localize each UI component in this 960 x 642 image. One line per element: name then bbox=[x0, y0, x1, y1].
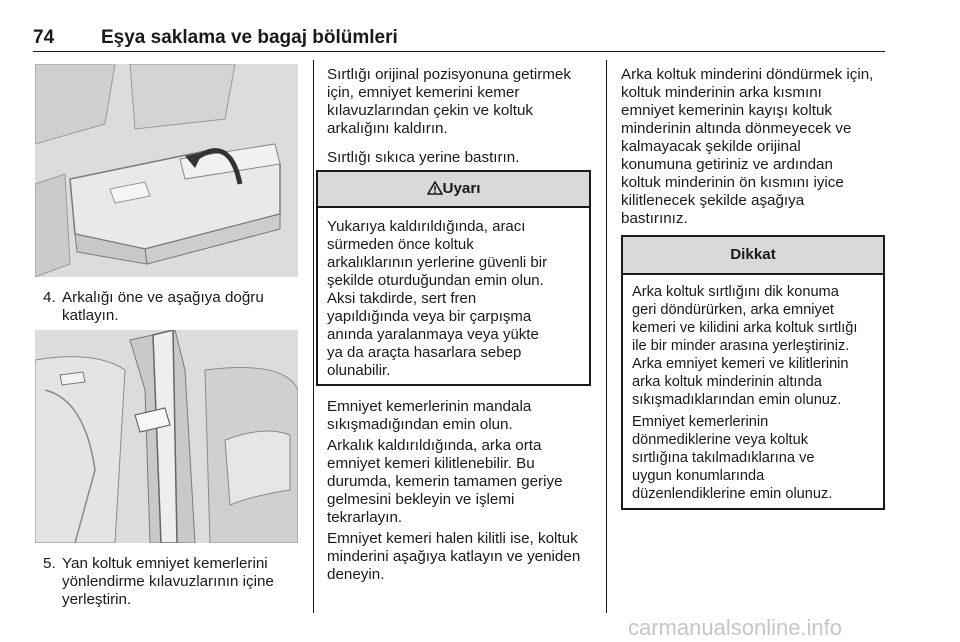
right-paragraph-1 bbox=[621, 66, 873, 228]
text-line: durumda, kemerin tamamen geriye bbox=[327, 473, 563, 490]
text-line: sıkışmadığından emin olun. bbox=[327, 416, 513, 433]
seat-belt-guide-illustration bbox=[35, 330, 298, 543]
text-line: arkalığını kaldırın. bbox=[327, 120, 448, 137]
text-line: minderinin altında dönmeyecek ve bbox=[621, 120, 852, 137]
step-5-text bbox=[62, 555, 274, 609]
warning-title: Uyarı bbox=[442, 180, 481, 197]
text-line: Emniyet kemeri halen kilitli ise, koltuk bbox=[327, 530, 578, 547]
caution-box-header bbox=[623, 237, 883, 275]
warning-triangle-icon bbox=[427, 174, 443, 208]
text-line: sıkışmadıklarından emin olunuz. bbox=[632, 392, 842, 408]
warning-box-header bbox=[318, 172, 589, 208]
folded-seat-drawing bbox=[35, 64, 298, 277]
folded-seat-illustration bbox=[35, 64, 298, 277]
text-line: sırtlığına takılmadıklarına ve bbox=[632, 450, 815, 466]
text-line: koltuk minderinin ön kısmını iyice bbox=[621, 174, 844, 191]
caution-title: Dikkat bbox=[730, 246, 776, 263]
text-line: kemeri ve kilidini arka koltuk sırtlığı bbox=[632, 320, 858, 336]
page-header bbox=[33, 27, 885, 49]
text-line: dönmediklerine veya koltuk bbox=[632, 432, 809, 448]
middle-paragraph-2 bbox=[327, 149, 519, 167]
page-number: 74 bbox=[33, 27, 55, 48]
text-line: yerleştirin. bbox=[62, 591, 132, 608]
text-line: Emniyet kemerlerinin mandala bbox=[327, 398, 532, 415]
text-line: Arkalığı öne ve aşağıya doğru bbox=[62, 289, 264, 306]
text-line: anında yaralanmaya veya yükte bbox=[327, 326, 539, 343]
text-line: Arkalık kaldırıldığında, arka orta bbox=[327, 437, 542, 454]
text-line: Yan koltuk emniyet kemerlerini bbox=[62, 555, 268, 572]
step-number-5: 5. bbox=[43, 555, 56, 572]
column-divider-right bbox=[606, 60, 607, 613]
text-line: düzenlendiklerine emin olunuz. bbox=[632, 486, 833, 502]
text-line: Yukarıya kaldırıldığında, aracı bbox=[327, 218, 526, 235]
text-line: Sırtlığı sıkıca yerine bastırın. bbox=[327, 149, 520, 166]
header-rule bbox=[33, 51, 885, 52]
warning-text bbox=[327, 218, 585, 380]
text-line: Aksi takdirde, sert fren bbox=[327, 290, 477, 307]
text-line: gelmesini bekleyin ve işlemi bbox=[327, 491, 515, 508]
text-line: ile bir minder arasına yerleştiriniz. bbox=[632, 338, 850, 354]
text-line: geri döndürürken, arka emniyet bbox=[632, 302, 834, 318]
text-line: minderini aşağıya katlayın ve yeniden bbox=[327, 548, 581, 565]
seat-belt-guide-drawing bbox=[35, 330, 298, 543]
text-line: Arka koltuk minderini döndürmek için, bbox=[621, 66, 874, 83]
middle-paragraph-1 bbox=[327, 66, 571, 138]
text-line: Arka koltuk sırtlığını dik konuma bbox=[632, 284, 839, 300]
text-line: arkalıklarının yerlerine güvenli bir bbox=[327, 254, 548, 271]
caution-box bbox=[621, 235, 885, 510]
step-number-4: 4. bbox=[43, 289, 56, 306]
step-4-text bbox=[62, 289, 264, 325]
text-line: koltuk minderinin arka kısmını bbox=[621, 84, 822, 101]
text-line: arka koltuk minderinin altında bbox=[632, 374, 822, 390]
text-line: olunabilir. bbox=[327, 362, 391, 379]
text-line: deneyin. bbox=[327, 566, 385, 583]
middle-paragraph-4 bbox=[327, 437, 563, 527]
text-line: emniyet kemeri kilitlenebilir. Bu bbox=[327, 455, 535, 472]
text-line: ya da araçta hasarlara sebep bbox=[327, 344, 522, 361]
text-line: kalmayacak şekilde orijinal bbox=[621, 138, 801, 155]
text-line: Sırtlığı orijinal pozisyonuna getirmek bbox=[327, 66, 571, 83]
text-line: kilitlenecek şekilde aşağıya bbox=[621, 192, 805, 209]
text-line: emniyet kemerinin kayışı koltuk bbox=[621, 102, 833, 119]
caution-text-1 bbox=[632, 283, 882, 409]
text-line: için, emniyet kemerini kemer bbox=[327, 84, 520, 101]
middle-paragraph-3 bbox=[327, 398, 531, 434]
section-title: Eşya saklama ve bagaj bölümleri bbox=[101, 27, 398, 48]
middle-paragraph-5 bbox=[327, 530, 580, 584]
text-line: sürmeden önce koltuk bbox=[327, 236, 474, 253]
text-line: kılavuzlarından çekin ve koltuk bbox=[327, 102, 533, 119]
text-line: şekilde oturduğundan emin olun. bbox=[327, 272, 544, 289]
text-line: Emniyet kemerlerinin bbox=[632, 414, 769, 430]
text-line: yapıldığında veya bir çarpışma bbox=[327, 308, 532, 325]
watermark: carmanualsonline.info bbox=[628, 615, 843, 640]
warning-box bbox=[316, 170, 591, 386]
text-line: yönlendirme kılavuzlarının içine bbox=[62, 573, 274, 590]
text-line: tekrarlayın. bbox=[327, 509, 403, 526]
text-line: bastırınız. bbox=[621, 210, 688, 227]
text-line: uygun konumlarında bbox=[632, 468, 765, 484]
text-line: konumuna getiriniz ve ardından bbox=[621, 156, 833, 173]
column-divider-left bbox=[313, 60, 314, 613]
text-line: Arka emniyet kemeri ve kilitlerinin bbox=[632, 356, 849, 372]
caution-text-2 bbox=[632, 413, 882, 503]
text-line: katlayın. bbox=[62, 307, 119, 324]
